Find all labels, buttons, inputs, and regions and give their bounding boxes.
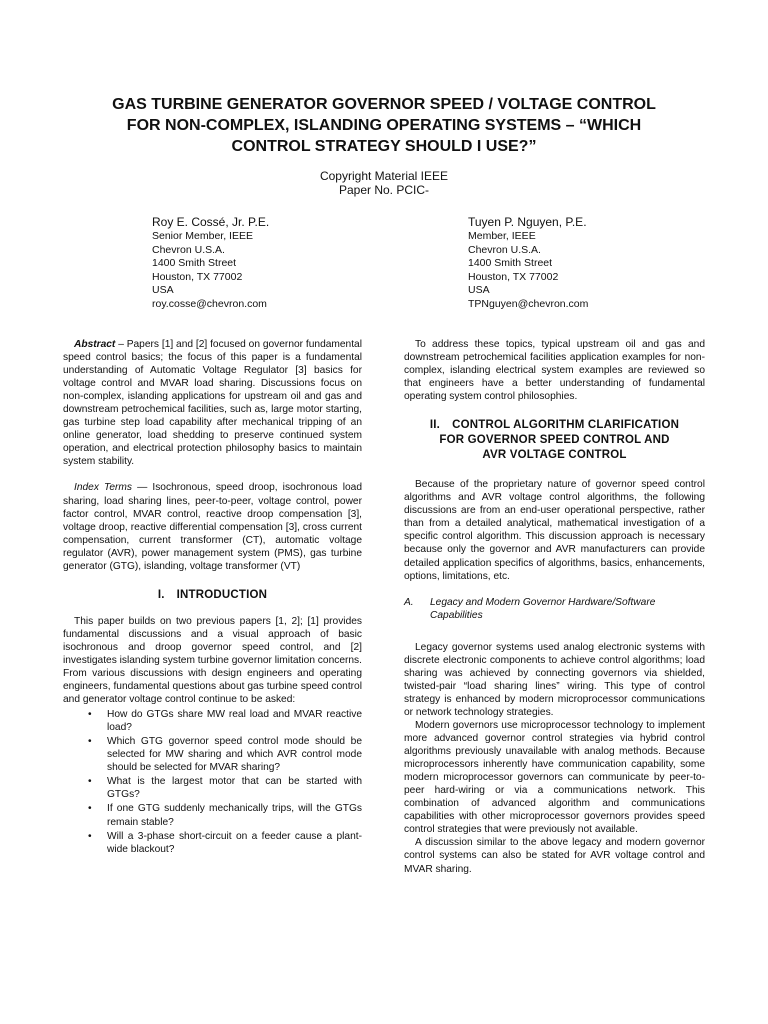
list-item: • Which GTG governor speed control mode should be selected for MW sharing and which AVR control mode should be selected for MVAR sharing? <box>88 736 362 774</box>
paper-number: Paper No. PCIC- <box>338 183 430 197</box>
section-heading-introduction <box>63 588 362 603</box>
body-paragraph: Modern governors use microprocessor technology to implement more advanced governor control strategies via hybrid control algorithms previously unavailable with analog methods. Because microprocessors inherently have communication capability, some modern microprocessor governors can communicate by peer-to-peer hard-wiring or via a communications network. This combination of advanced algorithm and communications capabilities with other microprocessor governors provides speed control strategies that were previously not available. <box>404 719 705 836</box>
title-line-3: CONTROL STRATEGY SHOULD I USE?” <box>231 138 537 155</box>
author-name: Tuyen P. Nguyen, P.E. <box>468 215 587 229</box>
paper-title <box>60 94 708 157</box>
author-block-2 <box>468 214 588 312</box>
list-item: • Will a 3-phase short-circuit on a feeder cause a plant-wide blackout? <box>88 830 362 855</box>
title-line-2: FOR NON-COMPLEX, ISLANDING OPERATING SYSTEMS – “WHICH <box>126 117 642 134</box>
abstract-label: Abstract <box>74 339 116 350</box>
author-email: TPNguyen@chevron.com <box>468 297 589 310</box>
section-number: II. <box>429 419 441 432</box>
abstract-text: – Papers [1] and [2] focused on governor fundamental speed control basics; the focus of this paper is a fundamental understanding of Automatic Voltage Regulator [3] basics for voltage control and MVAR load sharing. Discussions focus on non-complex, islanding applications for upstream oil and gas and downstream petrochemical facilities, such as, large motor starting, gas turbine step load capability after mechanical tripping of an online generator, load shedding to preserve continued system operation, and electrical protection philosophy basics to maintain system stability. <box>63 339 362 468</box>
author-name: Roy E. Cossé, Jr. P.E. <box>152 215 270 229</box>
section-title-line: CONTROL ALGORITHM CLARIFICATION <box>452 419 680 432</box>
bullet-icon: • <box>88 803 92 815</box>
body-paragraph: Because of the proprietary nature of governor speed control algorithms and AVR voltage control algorithms, the following discussions are from an end-user operational perspective, rather than from a detailed analytical, mathematical investigation of a specific control algorithm. This discussion approach is necessary because only the governor and AVR manufacturers can provide detailed application specifics of algorithms, basics, enhancements, options, limitations, etc. <box>404 479 705 582</box>
question-list <box>63 708 362 856</box>
abstract-paragraph <box>63 338 362 468</box>
author-affiliation-line: Chevron U.S.A. <box>152 243 225 256</box>
body-paragraph: To address these topics, typical upstream oil and gas and downstream petrochemical facilities application examples for non-complex, islanding electrical system examples are reviewed so that engineers have a better understanding of fundamental operating system control philosophies. <box>404 339 705 403</box>
author-affiliation-line: Chevron U.S.A. <box>468 243 541 256</box>
author-affiliation-line: 1400 Smith Street <box>468 257 553 270</box>
body-paragraph: From various discussions with design engineers and operating engineers, fundamental questions about gas turbine speed control and generator voltage control continue to be asked: <box>63 667 362 706</box>
author-affiliation-line: USA <box>152 284 174 297</box>
section-heading-control-algorithm <box>404 418 705 463</box>
copyright-line: Copyright Material IEEE <box>319 169 449 183</box>
author-affiliation-line: Senior Member, IEEE <box>152 230 253 242</box>
author-affiliation-line: USA <box>468 284 490 297</box>
body-paragraph: A discussion similar to the above legacy and modern governor control systems can also be stated for AVR voltage control and MVAR sharing. <box>404 837 705 875</box>
right-column <box>404 338 705 876</box>
bullet-icon: • <box>88 830 92 842</box>
body-paragraph: This paper builds on two previous papers [1, 2]; [1] provides fundamental discussions and a visual approach of basic isochronous and droop governor speed control, and [2] investigates islanding system turbine governor limitation concerns. <box>63 615 362 666</box>
subsection-title: Legacy and Modern Governor Hardware/Software Capabilities <box>430 596 656 621</box>
author-affiliation-line: 1400 Smith Street <box>152 257 237 270</box>
index-terms-label: Index Terms <box>74 482 132 494</box>
author-affiliation-line: Houston, TX 77002 <box>468 270 559 283</box>
author-affiliation-line: Member, IEEE <box>468 230 536 242</box>
bullet-icon: • <box>88 776 92 788</box>
section-title: INTRODUCTION <box>176 588 268 601</box>
bullet-icon: • <box>88 736 92 748</box>
author-affiliation-line: Houston, TX 77002 <box>152 270 243 283</box>
author-email: roy.cosse@chevron.com <box>152 297 267 310</box>
left-column <box>63 338 362 857</box>
subsection-heading <box>404 596 705 622</box>
body-paragraph: Legacy governor systems used analog electronic systems with discrete electronic components to achieve control algorithms; load sharing was achieved by connecting governors via shielded, twisted-pair “load sharing lines” wiring. This type of control strategy is enhanced by modern microprocessor communications or network technology strategies. <box>404 641 705 718</box>
index-terms-paragraph <box>63 481 362 572</box>
index-terms-text: — Isochronous, speed droop, isochronous load sharing, load sharing lines, peer-to-peer, voltage control, power factor control, MVAR control, reactive droop compensation [3], voltage droop, reactive differential compensation [3], cross current compensation, current transformer (CT), automatic voltage regulator (AVR), power management system (PMS), gas turbine generator (GTG), islanding, voltage transformer (VT) <box>63 482 362 572</box>
bullet-icon: • <box>88 709 92 721</box>
title-line-1: GAS TURBINE GENERATOR GOVERNOR SPEED / VOLTAGE CONTROL <box>112 96 656 113</box>
section-title-line: AVR VOLTAGE CONTROL <box>482 449 627 462</box>
list-item: • How do GTGs share MW real load and MVAR reactive load? <box>88 709 362 734</box>
list-item: • What is the largest motor that can be started with GTGs? <box>88 776 362 801</box>
copyright-block <box>60 169 708 197</box>
section-number: I. <box>157 588 165 601</box>
list-item: • If one GTG suddenly mechanically trips, will the GTGs remain stable? <box>88 803 362 828</box>
section-title-line: FOR GOVERNOR SPEED CONTROL AND <box>439 434 670 447</box>
subsection-letter: A. <box>404 596 414 608</box>
author-block-1 <box>152 214 269 312</box>
